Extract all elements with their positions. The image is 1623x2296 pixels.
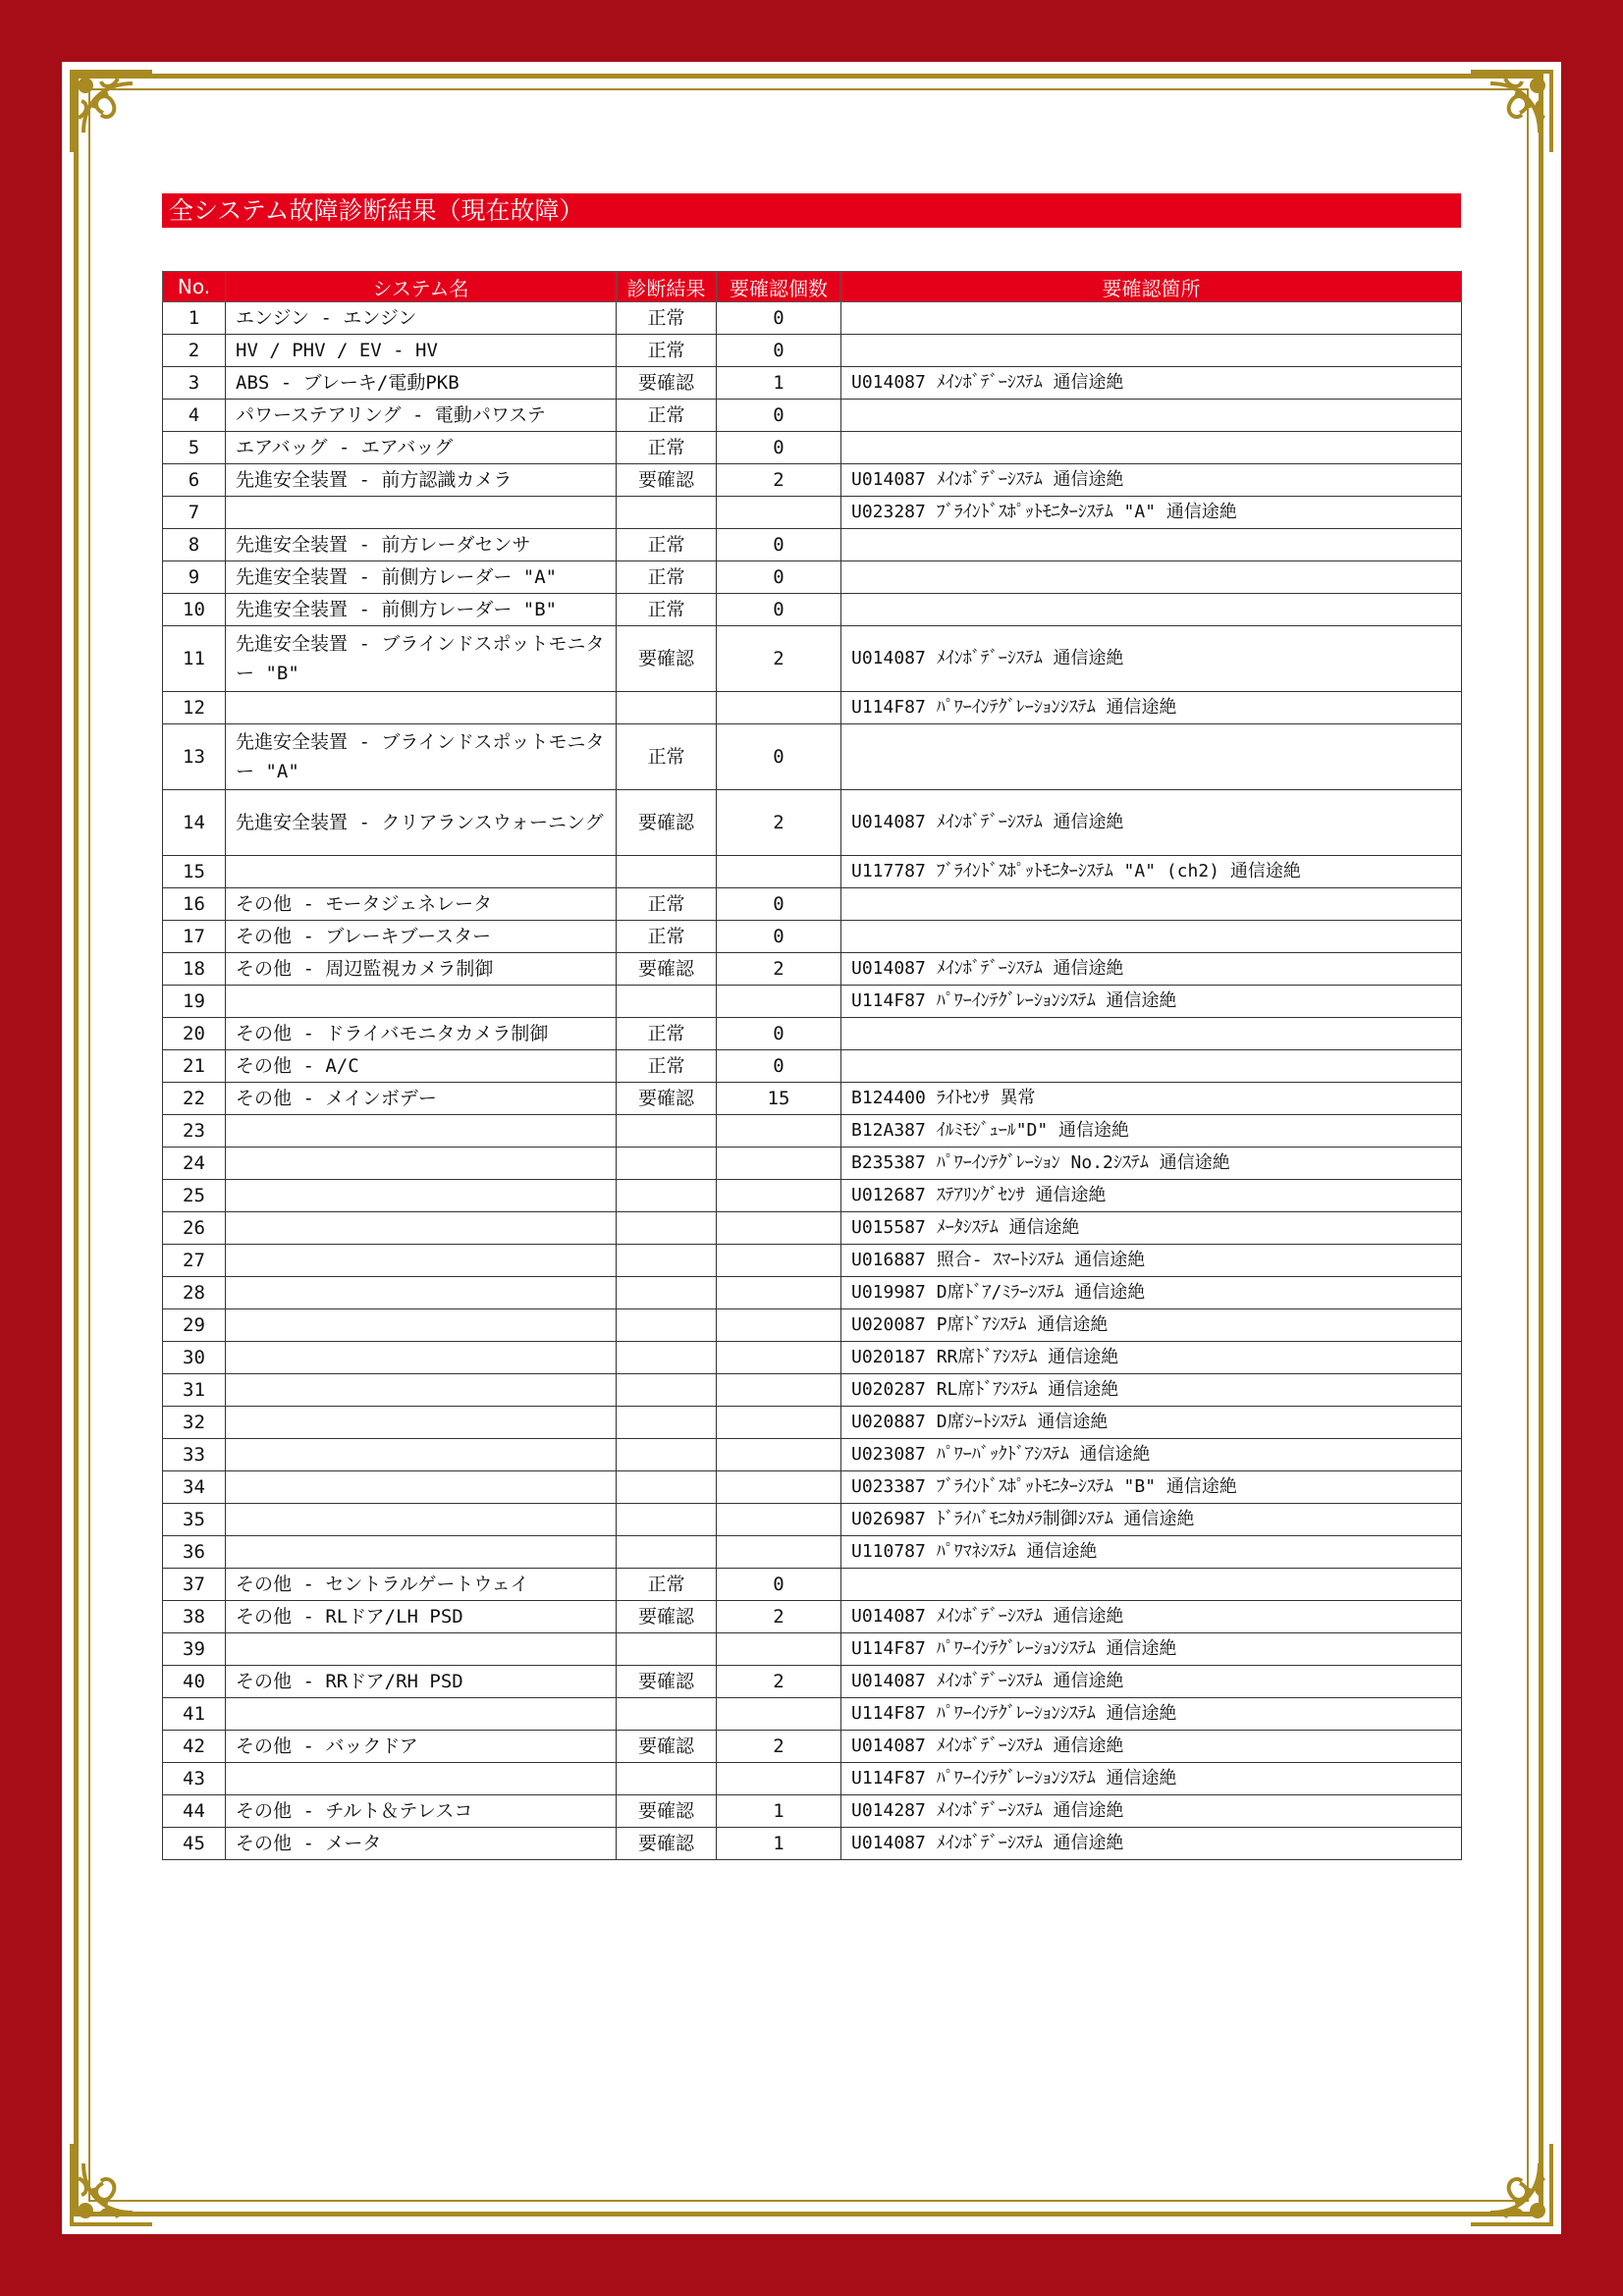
cell-cnt: 0 [717, 888, 841, 921]
cell-sys: 先進安全装置 - 前側方レーダー "A" [226, 561, 617, 594]
cell-cnt: 2 [717, 464, 841, 497]
cell-res: 要確認 [617, 367, 717, 400]
cell-sys [226, 1504, 617, 1536]
cell-cnt: 2 [717, 1666, 841, 1698]
cell-loc [841, 594, 1462, 626]
cell-sys [226, 497, 617, 529]
cell-sys: 先進安全装置 - 前方認識カメラ [226, 464, 617, 497]
table-header-row [163, 272, 1462, 302]
cell-no: 2 [163, 335, 226, 367]
cell-loc [841, 400, 1462, 432]
cell-res: 正常 [617, 529, 717, 561]
cell-loc [841, 1050, 1462, 1083]
table-row [163, 1763, 1462, 1795]
cell-res: 正常 [617, 921, 717, 953]
cell-no: 24 [163, 1148, 226, 1180]
diagnosis-table [162, 271, 1462, 1860]
cell-res [617, 1277, 717, 1309]
cell-no: 36 [163, 1536, 226, 1569]
cell-cnt [717, 1374, 841, 1407]
table-row [163, 1795, 1462, 1828]
cell-cnt [717, 497, 841, 529]
table-row [163, 497, 1462, 529]
table-row [163, 1504, 1462, 1536]
cell-loc: B235387 ﾊﾟﾜｰｲﾝﾃｸﾞﾚｰｼｮﾝ No.2ｼｽﾃﾑ 通信途絶 [841, 1148, 1462, 1180]
cell-cnt [717, 1309, 841, 1342]
cell-res: 要確認 [617, 1795, 717, 1828]
cell-loc: U014087 ﾒｲﾝﾎﾞﾃﾞｰｼｽﾃﾑ 通信途絶 [841, 1828, 1462, 1860]
corner-ornament-icon [64, 64, 157, 157]
corner-ornament-icon [64, 2139, 157, 2232]
cell-sys: ABS - ブレーキ/電動PKB [226, 367, 617, 400]
cell-no: 29 [163, 1309, 226, 1342]
cell-res: 正常 [617, 432, 717, 464]
cell-res [617, 1439, 717, 1471]
cell-sys [226, 1180, 617, 1212]
table-row [163, 856, 1462, 888]
cell-sys: その他 - ドライバモニタカメラ制御 [226, 1018, 617, 1050]
table-row [163, 626, 1462, 692]
cell-loc [841, 529, 1462, 561]
cell-res: 要確認 [617, 1828, 717, 1860]
cell-res [617, 1245, 717, 1277]
cell-loc: U020187 RR席ﾄﾞｱｼｽﾃﾑ 通信途絶 [841, 1342, 1462, 1374]
cell-sys [226, 1245, 617, 1277]
cell-no: 5 [163, 432, 226, 464]
cell-loc: U014087 ﾒｲﾝﾎﾞﾃﾞｰｼｽﾃﾑ 通信途絶 [841, 1601, 1462, 1633]
table-row [163, 1698, 1462, 1731]
cell-loc: U019987 D席ﾄﾞｱ/ﾐﾗｰｼｽﾃﾑ 通信途絶 [841, 1277, 1462, 1309]
table-row [163, 1407, 1462, 1439]
cell-cnt: 0 [717, 529, 841, 561]
cell-cnt [717, 1439, 841, 1471]
table-row [163, 1277, 1462, 1309]
cell-no: 37 [163, 1569, 226, 1601]
cell-no: 41 [163, 1698, 226, 1731]
cell-res [617, 1212, 717, 1245]
cell-cnt: 2 [717, 1601, 841, 1633]
cell-res [617, 856, 717, 888]
table-row [163, 888, 1462, 921]
table-row [163, 1439, 1462, 1471]
cell-no: 45 [163, 1828, 226, 1860]
cell-no: 42 [163, 1731, 226, 1763]
cell-cnt [717, 856, 841, 888]
table-row [163, 1018, 1462, 1050]
cell-cnt [717, 1633, 841, 1666]
cell-no: 1 [163, 302, 226, 335]
cell-cnt: 0 [717, 921, 841, 953]
cell-res: 要確認 [617, 1666, 717, 1698]
cell-loc [841, 432, 1462, 464]
cell-res [617, 1471, 717, 1504]
cell-loc: U014087 ﾒｲﾝﾎﾞﾃﾞｰｼｽﾃﾑ 通信途絶 [841, 1731, 1462, 1763]
cell-sys: 先進安全装置 - ブラインドスポットモニター "A" [226, 724, 617, 790]
cell-no: 17 [163, 921, 226, 953]
cell-res: 正常 [617, 335, 717, 367]
cell-no: 21 [163, 1050, 226, 1083]
cell-sys: パワーステアリング - 電動パワステ [226, 400, 617, 432]
table-row [163, 1342, 1462, 1374]
cell-res [617, 1536, 717, 1569]
cell-loc: U023287 ﾌﾞﾗｲﾝﾄﾞｽﾎﾟｯﾄﾓﾆﾀｰｼｽﾃﾑ "A" 通信途絶 [841, 497, 1462, 529]
cell-no: 38 [163, 1601, 226, 1633]
cell-sys: その他 - A/C [226, 1050, 617, 1083]
cell-no: 18 [163, 953, 226, 986]
table-row [163, 1050, 1462, 1083]
cell-no: 43 [163, 1763, 226, 1795]
table-row [163, 1115, 1462, 1148]
cell-res: 要確認 [617, 1083, 717, 1115]
cell-loc: U014087 ﾒｲﾝﾎﾞﾃﾞｰｼｽﾃﾑ 通信途絶 [841, 953, 1462, 986]
cell-cnt: 2 [717, 1731, 841, 1763]
cell-no: 44 [163, 1795, 226, 1828]
cell-res: 要確認 [617, 790, 717, 856]
cell-cnt [717, 1698, 841, 1731]
cell-res: 正常 [617, 1569, 717, 1601]
cell-cnt: 0 [717, 1569, 841, 1601]
cell-no: 20 [163, 1018, 226, 1050]
table-row [163, 594, 1462, 626]
cell-cnt: 1 [717, 367, 841, 400]
cell-sys: その他 - チルト＆テレスコ [226, 1795, 617, 1828]
table-row [163, 1828, 1462, 1860]
cell-sys [226, 1115, 617, 1148]
cell-res [617, 986, 717, 1018]
cell-res: 要確認 [617, 1601, 717, 1633]
cell-cnt: 0 [717, 1050, 841, 1083]
table-row [163, 1666, 1462, 1698]
cell-sys [226, 1309, 617, 1342]
table-row [163, 302, 1462, 335]
cell-loc: U020287 RL席ﾄﾞｱｼｽﾃﾑ 通信途絶 [841, 1374, 1462, 1407]
table-row [163, 1536, 1462, 1569]
cell-sys [226, 1342, 617, 1374]
cell-cnt: 1 [717, 1828, 841, 1860]
cell-res [617, 1309, 717, 1342]
cell-cnt [717, 1504, 841, 1536]
cell-no: 6 [163, 464, 226, 497]
cell-no: 15 [163, 856, 226, 888]
table-row [163, 1374, 1462, 1407]
cell-res [617, 497, 717, 529]
cell-loc: U014087 ﾒｲﾝﾎﾞﾃﾞｰｼｽﾃﾑ 通信途絶 [841, 626, 1462, 692]
cell-loc: U023387 ﾌﾞﾗｲﾝﾄﾞｽﾎﾟｯﾄﾓﾆﾀｰｼｽﾃﾑ "B" 通信途絶 [841, 1471, 1462, 1504]
cell-cnt [717, 692, 841, 724]
cell-loc: U114F87 ﾊﾟﾜｰｲﾝﾃｸﾞﾚｰｼｮﾝｼｽﾃﾑ 通信途絶 [841, 1633, 1462, 1666]
table-row [163, 400, 1462, 432]
cell-res: 正常 [617, 302, 717, 335]
cell-res: 要確認 [617, 464, 717, 497]
cell-cnt [717, 1277, 841, 1309]
cell-loc: U014087 ﾒｲﾝﾎﾞﾃﾞｰｼｽﾃﾑ 通信途絶 [841, 1666, 1462, 1698]
cell-no: 27 [163, 1245, 226, 1277]
cell-res: 要確認 [617, 626, 717, 692]
cell-cnt: 0 [717, 724, 841, 790]
cell-res: 要確認 [617, 953, 717, 986]
cell-sys [226, 1633, 617, 1666]
cell-sys: その他 - RRドア/RH PSD [226, 1666, 617, 1698]
cell-cnt: 0 [717, 561, 841, 594]
cell-loc: U014287 ﾒｲﾝﾎﾞﾃﾞｰｼｽﾃﾑ 通信途絶 [841, 1795, 1462, 1828]
cell-cnt: 0 [717, 335, 841, 367]
cell-no: 33 [163, 1439, 226, 1471]
cell-cnt: 2 [717, 953, 841, 986]
cell-cnt [717, 1212, 841, 1245]
cell-loc: U114F87 ﾊﾟﾜｰｲﾝﾃｸﾞﾚｰｼｮﾝｼｽﾃﾑ 通信途絶 [841, 692, 1462, 724]
cell-res [617, 1763, 717, 1795]
table-row [163, 1083, 1462, 1115]
cell-cnt [717, 1180, 841, 1212]
cell-sys [226, 1148, 617, 1180]
cell-sys [226, 1374, 617, 1407]
cell-sys: その他 - RLドア/LH PSD [226, 1601, 617, 1633]
table-row [163, 1245, 1462, 1277]
table-row [163, 1148, 1462, 1180]
cell-res: 要確認 [617, 1731, 717, 1763]
cell-cnt: 2 [717, 626, 841, 692]
cell-no: 39 [163, 1633, 226, 1666]
cell-no: 26 [163, 1212, 226, 1245]
cell-loc [841, 921, 1462, 953]
cell-loc [841, 302, 1462, 335]
cell-sys: その他 - メータ [226, 1828, 617, 1860]
cell-no: 19 [163, 986, 226, 1018]
cell-res [617, 1698, 717, 1731]
cell-cnt [717, 1342, 841, 1374]
table-row [163, 1309, 1462, 1342]
cell-sys: その他 - メインボデー [226, 1083, 617, 1115]
cell-res [617, 1342, 717, 1374]
cell-sys: エンジン - エンジン [226, 302, 617, 335]
cell-cnt: 0 [717, 400, 841, 432]
table-row [163, 1633, 1462, 1666]
table-row [163, 921, 1462, 953]
cell-loc: U014087 ﾒｲﾝﾎﾞﾃﾞｰｼｽﾃﾑ 通信途絶 [841, 790, 1462, 856]
cell-cnt [717, 1148, 841, 1180]
cell-loc [841, 724, 1462, 790]
cell-no: 25 [163, 1180, 226, 1212]
cell-loc [841, 1569, 1462, 1601]
cell-cnt [717, 986, 841, 1018]
cell-res [617, 1374, 717, 1407]
cell-loc [841, 1018, 1462, 1050]
cell-res [617, 1407, 717, 1439]
cell-loc: B12A387 ｲﾙﾐﾓｼﾞｭｰﾙ"D" 通信途絶 [841, 1115, 1462, 1148]
cell-sys: HV / PHV / EV - HV [226, 335, 617, 367]
cell-cnt [717, 1471, 841, 1504]
cell-no: 31 [163, 1374, 226, 1407]
corner-ornament-icon [1466, 64, 1559, 157]
cell-cnt [717, 1536, 841, 1569]
table-row [163, 724, 1462, 790]
cell-sys: その他 - ブレーキブースター [226, 921, 617, 953]
cell-no: 3 [163, 367, 226, 400]
table-row [163, 953, 1462, 986]
table-row [163, 692, 1462, 724]
cell-res: 正常 [617, 1018, 717, 1050]
cell-no: 22 [163, 1083, 226, 1115]
cell-sys: その他 - バックドア [226, 1731, 617, 1763]
cell-no: 8 [163, 529, 226, 561]
table-row [163, 367, 1462, 400]
table-row [163, 1471, 1462, 1504]
table-row [163, 335, 1462, 367]
table-row [163, 432, 1462, 464]
cell-cnt [717, 1115, 841, 1148]
column-header-result: 診断結果 [617, 272, 717, 302]
cell-no: 35 [163, 1504, 226, 1536]
table-row [163, 464, 1462, 497]
cell-cnt: 0 [717, 1018, 841, 1050]
cell-no: 13 [163, 724, 226, 790]
cell-no: 23 [163, 1115, 226, 1148]
cell-cnt [717, 1407, 841, 1439]
cell-sys: 先進安全装置 - 前側方レーダー "B" [226, 594, 617, 626]
cell-res: 正常 [617, 400, 717, 432]
cell-sys [226, 1212, 617, 1245]
cell-no: 9 [163, 561, 226, 594]
cell-sys [226, 856, 617, 888]
cell-sys: 先進安全装置 - 前方レーダセンサ [226, 529, 617, 561]
cell-loc: U014087 ﾒｲﾝﾎﾞﾃﾞｰｼｽﾃﾑ 通信途絶 [841, 367, 1462, 400]
cell-cnt: 0 [717, 432, 841, 464]
cell-no: 7 [163, 497, 226, 529]
cell-res [617, 1180, 717, 1212]
cell-loc: U016887 照合- ｽﾏｰﾄｼｽﾃﾑ 通信途絶 [841, 1245, 1462, 1277]
table-row [163, 790, 1462, 856]
cell-cnt: 1 [717, 1795, 841, 1828]
cell-no: 12 [163, 692, 226, 724]
cell-sys [226, 1439, 617, 1471]
table-row [163, 1212, 1462, 1245]
cell-sys [226, 1471, 617, 1504]
cell-cnt: 0 [717, 594, 841, 626]
cell-loc: U114F87 ﾊﾟﾜｰｲﾝﾃｸﾞﾚｰｼｮﾝｼｽﾃﾑ 通信途絶 [841, 986, 1462, 1018]
cell-sys [226, 1407, 617, 1439]
cell-res: 正常 [617, 594, 717, 626]
cell-res [617, 1504, 717, 1536]
cell-res: 正常 [617, 1050, 717, 1083]
cell-no: 14 [163, 790, 226, 856]
cell-loc: U026987 ﾄﾞﾗｲﾊﾞﾓﾆﾀｶﾒﾗ制御ｼｽﾃﾑ 通信途絶 [841, 1504, 1462, 1536]
cell-loc: U117787 ﾌﾞﾗｲﾝﾄﾞｽﾎﾟｯﾄﾓﾆﾀｰｼｽﾃﾑ "A" (ch2) 通信途絶 [841, 856, 1462, 888]
table-row [163, 529, 1462, 561]
table-row [163, 1569, 1462, 1601]
corner-ornament-icon [1466, 2139, 1559, 2232]
cell-no: 16 [163, 888, 226, 921]
cell-cnt: 15 [717, 1083, 841, 1115]
cell-loc: U114F87 ﾊﾟﾜｰｲﾝﾃｸﾞﾚｰｼｮﾝｼｽﾃﾑ 通信途絶 [841, 1698, 1462, 1731]
cell-sys: その他 - セントラルゲートウェイ [226, 1569, 617, 1601]
cell-sys [226, 692, 617, 724]
table-row [163, 986, 1462, 1018]
cell-loc: U015587 ﾒｰﾀｼｽﾃﾑ 通信途絶 [841, 1212, 1462, 1245]
cell-no: 4 [163, 400, 226, 432]
table-row [163, 1731, 1462, 1763]
column-header-no: No. [163, 272, 226, 302]
table-row [163, 1180, 1462, 1212]
cell-sys: エアバッグ - エアバッグ [226, 432, 617, 464]
cell-sys: その他 - 周辺監視カメラ制御 [226, 953, 617, 986]
cell-loc: U114F87 ﾊﾟﾜｰｲﾝﾃｸﾞﾚｰｼｮﾝｼｽﾃﾑ 通信途絶 [841, 1763, 1462, 1795]
cell-cnt [717, 1245, 841, 1277]
cell-no: 34 [163, 1471, 226, 1504]
cell-loc [841, 888, 1462, 921]
cell-no: 30 [163, 1342, 226, 1374]
table-row [163, 561, 1462, 594]
cell-res [617, 692, 717, 724]
column-header-location: 要確認箇所 [841, 272, 1462, 302]
column-header-system: システム名 [226, 272, 617, 302]
cell-sys [226, 1698, 617, 1731]
cell-res: 正常 [617, 724, 717, 790]
cell-cnt [717, 1763, 841, 1795]
cell-no: 40 [163, 1666, 226, 1698]
cell-loc: U020887 D席ｼｰﾄｼｽﾃﾑ 通信途絶 [841, 1407, 1462, 1439]
cell-sys [226, 1763, 617, 1795]
cell-res [617, 1633, 717, 1666]
cell-sys: 先進安全装置 - クリアランスウォーニング [226, 790, 617, 856]
cell-res [617, 1148, 717, 1180]
cell-cnt: 2 [717, 790, 841, 856]
cell-loc [841, 561, 1462, 594]
cell-no: 28 [163, 1277, 226, 1309]
cell-no: 10 [163, 594, 226, 626]
table-row [163, 1601, 1462, 1633]
cell-loc: U014087 ﾒｲﾝﾎﾞﾃﾞｰｼｽﾃﾑ 通信途絶 [841, 464, 1462, 497]
page-title: 全システム故障診断結果（現在故障） [162, 193, 1461, 228]
cell-loc: U012687 ｽﾃｱﾘﾝｸﾞｾﾝｻ 通信途絶 [841, 1180, 1462, 1212]
cell-sys: 先進安全装置 - ブラインドスポットモニター "B" [226, 626, 617, 692]
cell-res: 正常 [617, 561, 717, 594]
column-header-count: 要確認個数 [717, 272, 841, 302]
cell-no: 32 [163, 1407, 226, 1439]
cell-loc [841, 335, 1462, 367]
cell-loc: U110787 ﾊﾟﾜﾏﾈｼｽﾃﾑ 通信途絶 [841, 1536, 1462, 1569]
cell-sys [226, 1277, 617, 1309]
cell-sys [226, 986, 617, 1018]
cell-cnt: 0 [717, 302, 841, 335]
cell-sys [226, 1536, 617, 1569]
cell-res: 正常 [617, 888, 717, 921]
cell-loc: U023087 ﾊﾟﾜｰﾊﾞｯｸﾄﾞｱｼｽﾃﾑ 通信途絶 [841, 1439, 1462, 1471]
cell-no: 11 [163, 626, 226, 692]
cell-sys: その他 - モータジェネレータ [226, 888, 617, 921]
cell-loc: B124400 ﾗｲﾄｾﾝｻ 異常 [841, 1083, 1462, 1115]
cell-res [617, 1115, 717, 1148]
cell-loc: U020087 P席ﾄﾞｱｼｽﾃﾑ 通信途絶 [841, 1309, 1462, 1342]
